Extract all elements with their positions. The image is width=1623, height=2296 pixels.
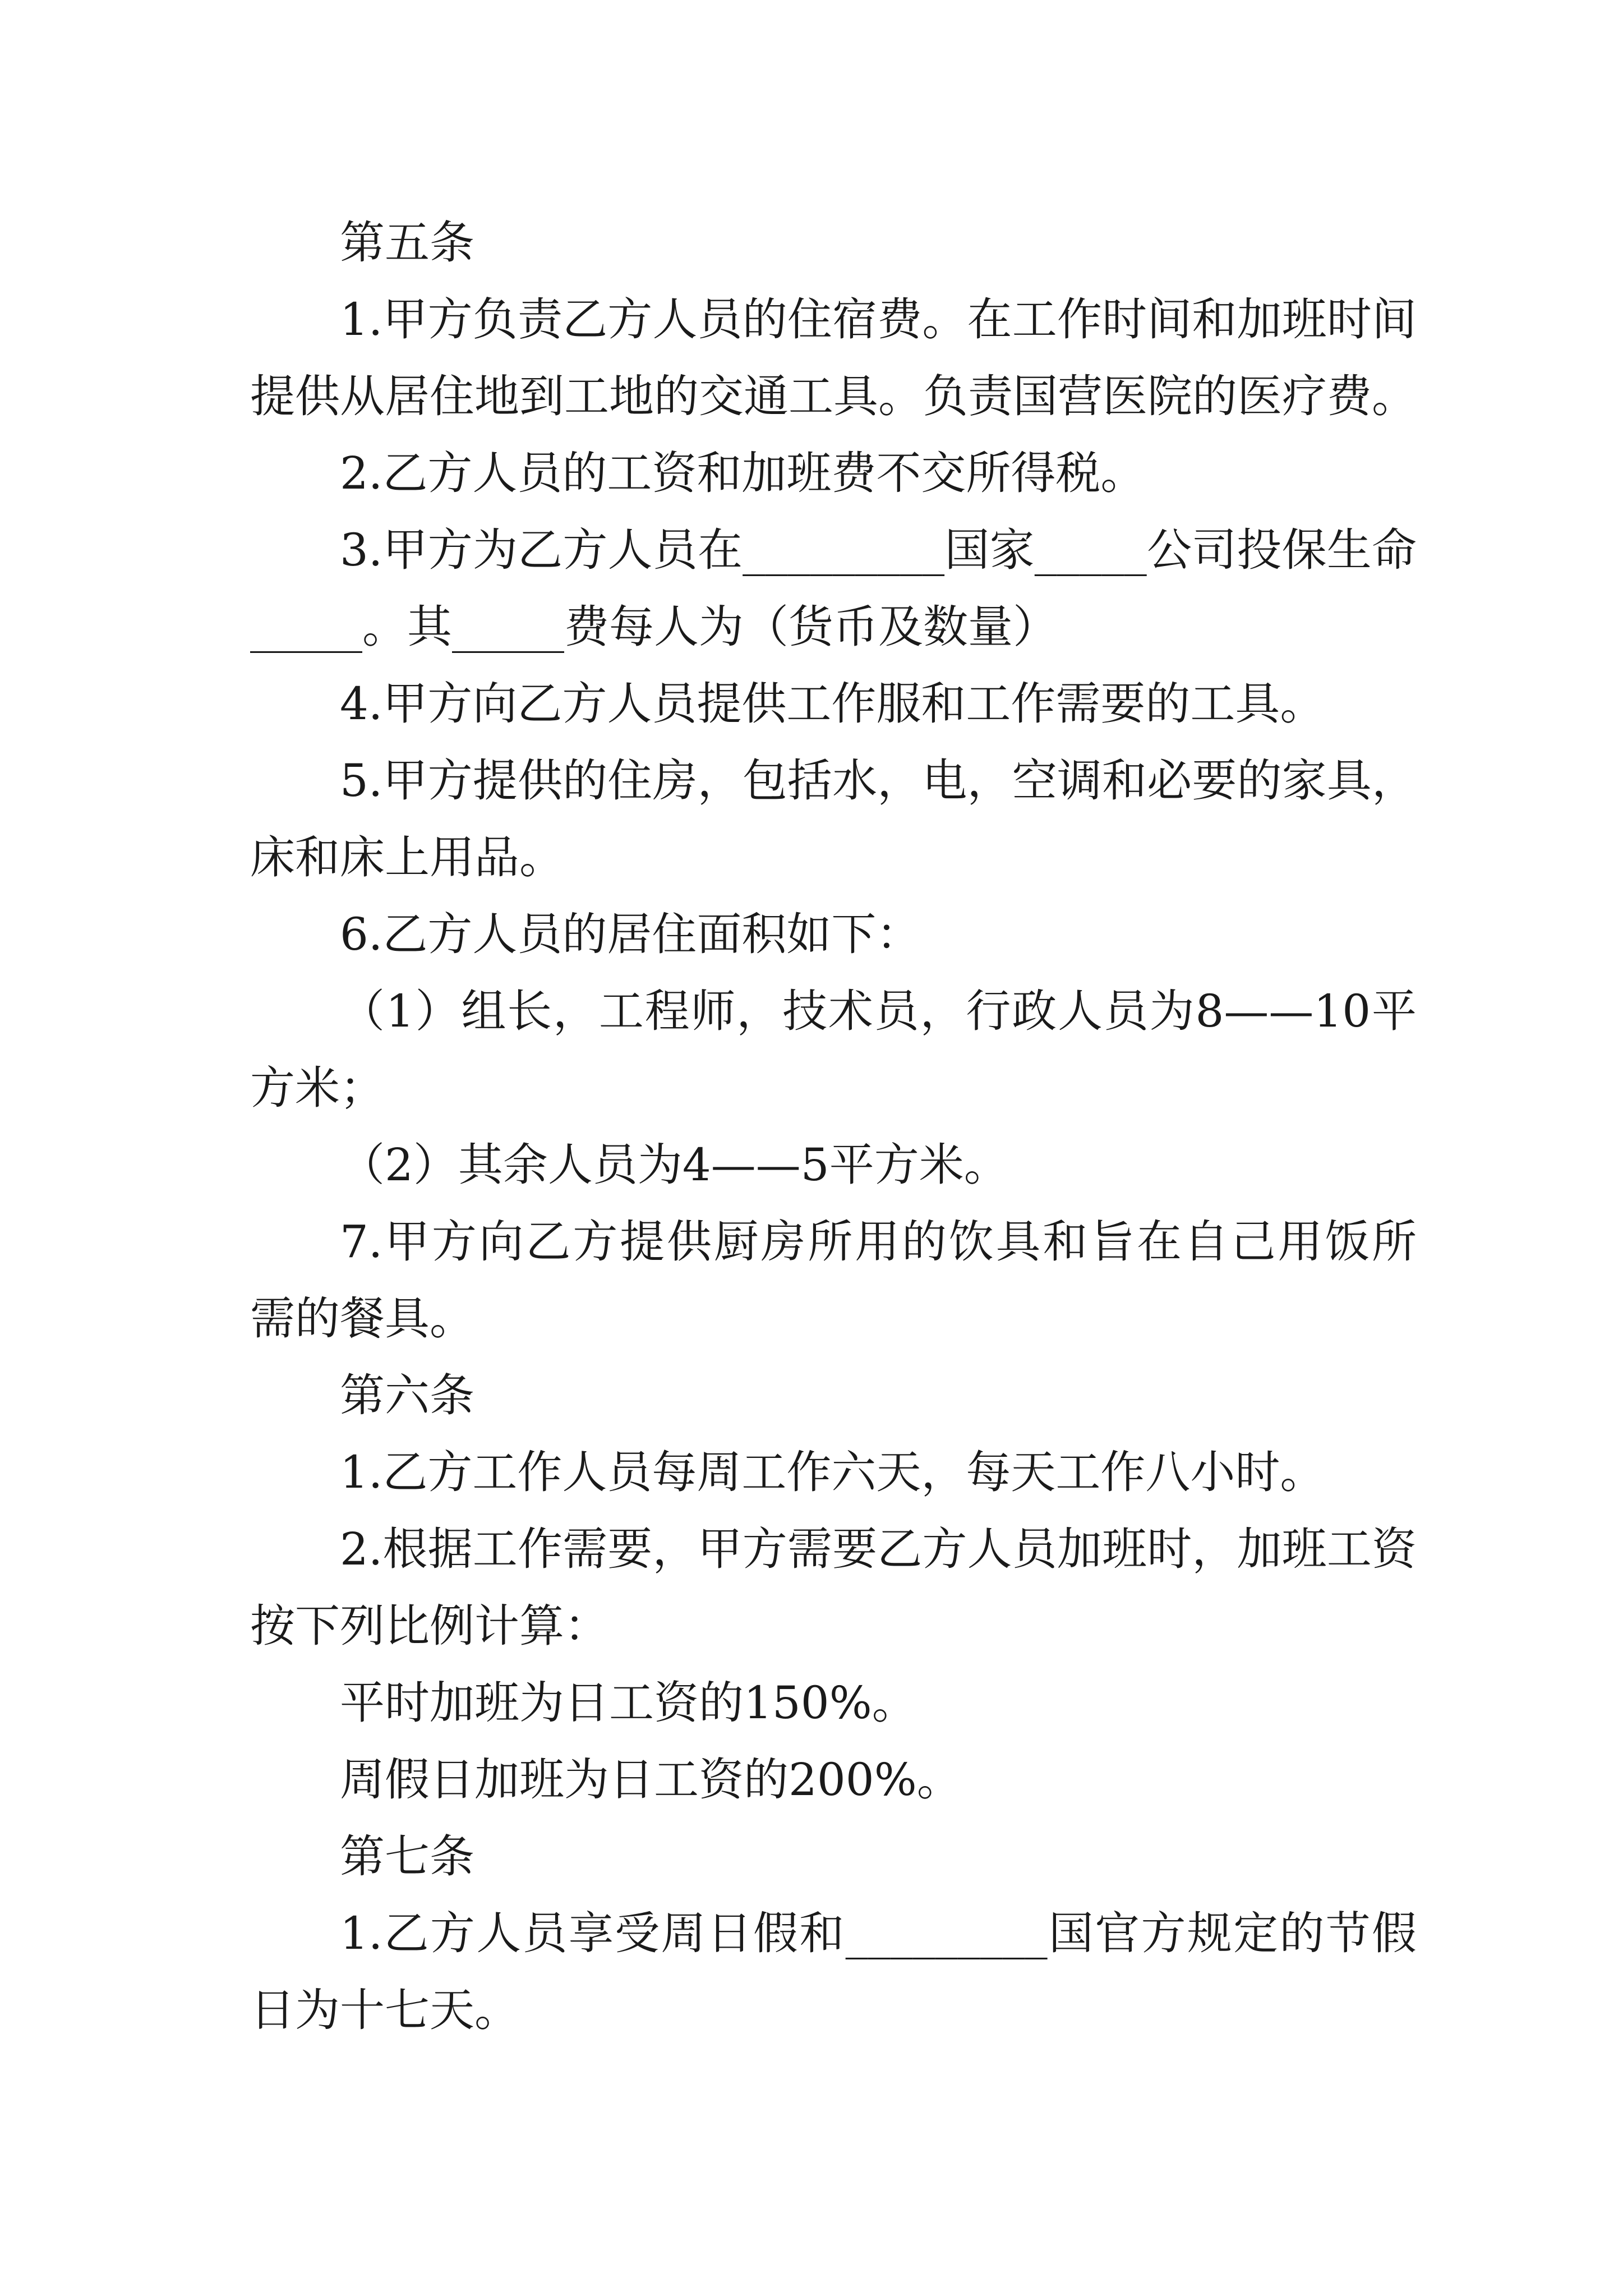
paragraph-line: 4.甲方向乙方人员提供工作服和工作需要的工具。 bbox=[340, 678, 1325, 730]
paragraph bbox=[250, 742, 1417, 896]
paragraph-line: 按下列比例计算： bbox=[250, 1600, 609, 1652]
paragraph-line: 方米； bbox=[250, 1062, 385, 1114]
paragraph bbox=[250, 896, 1417, 973]
paragraph bbox=[250, 512, 1417, 665]
paragraph bbox=[250, 1741, 1417, 1818]
paragraph-line: _____。其_____费每人为（货币及数量） bbox=[250, 601, 1058, 653]
article-heading: 第七条 bbox=[340, 1830, 474, 1883]
paragraph bbox=[250, 281, 1417, 435]
document-body bbox=[250, 204, 1417, 2049]
paragraph-line: 1.乙方工作人员每周工作六天，每天工作八小时。 bbox=[340, 1446, 1325, 1498]
paragraph-line: 需的餐具。 bbox=[250, 1292, 474, 1345]
paragraph bbox=[250, 665, 1417, 742]
paragraph-line: 5.甲方提供的住房，包括水，电，空调和必要的家具， bbox=[340, 754, 1417, 807]
paragraph-line: 周假日加班为日工资的200%。 bbox=[340, 1754, 962, 1806]
paragraph-line: 2.乙方人员的工资和加班费不交所得税。 bbox=[340, 447, 1146, 499]
paragraph bbox=[250, 973, 1417, 1126]
paragraph-line: 2.根据工作需要，甲方需要乙方人员加班时，加班工资 bbox=[340, 1523, 1417, 1575]
paragraph bbox=[250, 1895, 1417, 2049]
article-6 bbox=[250, 1357, 1417, 1818]
paragraph bbox=[250, 1511, 1417, 1664]
paragraph-line: 日为十七天。 bbox=[250, 1984, 519, 2036]
paragraph-line: 床和床上用品。 bbox=[250, 831, 564, 884]
paragraph bbox=[250, 1126, 1417, 1203]
paragraph-line: 提供从居住地到工地的交通工具。负责国营医院的医疗费。 bbox=[250, 370, 1417, 422]
paragraph-line: 1.乙方人员享受周日假和_________国官方规定的节假 bbox=[340, 1907, 1417, 1959]
paragraph bbox=[250, 435, 1417, 512]
paragraph-line: 6.乙方人员的居住面积如下： bbox=[340, 908, 921, 960]
paragraph-line: 3.甲方为乙方人员在_________国家_____公司投保生命 bbox=[340, 524, 1417, 576]
paragraph-line: （2）其余人员为4——5平方米。 bbox=[340, 1139, 1009, 1191]
paragraph-line: （1）组长，工程师，技术员，行政人员为8——10平 bbox=[340, 985, 1417, 1037]
article-7 bbox=[250, 1818, 1417, 2049]
paragraph-line: 7.甲方向乙方提供厨房所用的饮具和旨在自己用饭所 bbox=[340, 1216, 1417, 1268]
paragraph bbox=[250, 1203, 1417, 1357]
article-heading: 第六条 bbox=[340, 1369, 474, 1421]
paragraph-line: 1.甲方负责乙方人员的住宿费。在工作时间和加班时间 bbox=[340, 293, 1417, 346]
paragraph-line: 平时加班为日工资的150%。 bbox=[340, 1677, 917, 1729]
paragraph bbox=[250, 1664, 1417, 1741]
paragraph bbox=[250, 1434, 1417, 1511]
article-heading: 第五条 bbox=[340, 217, 474, 269]
article-5 bbox=[250, 204, 1417, 1357]
